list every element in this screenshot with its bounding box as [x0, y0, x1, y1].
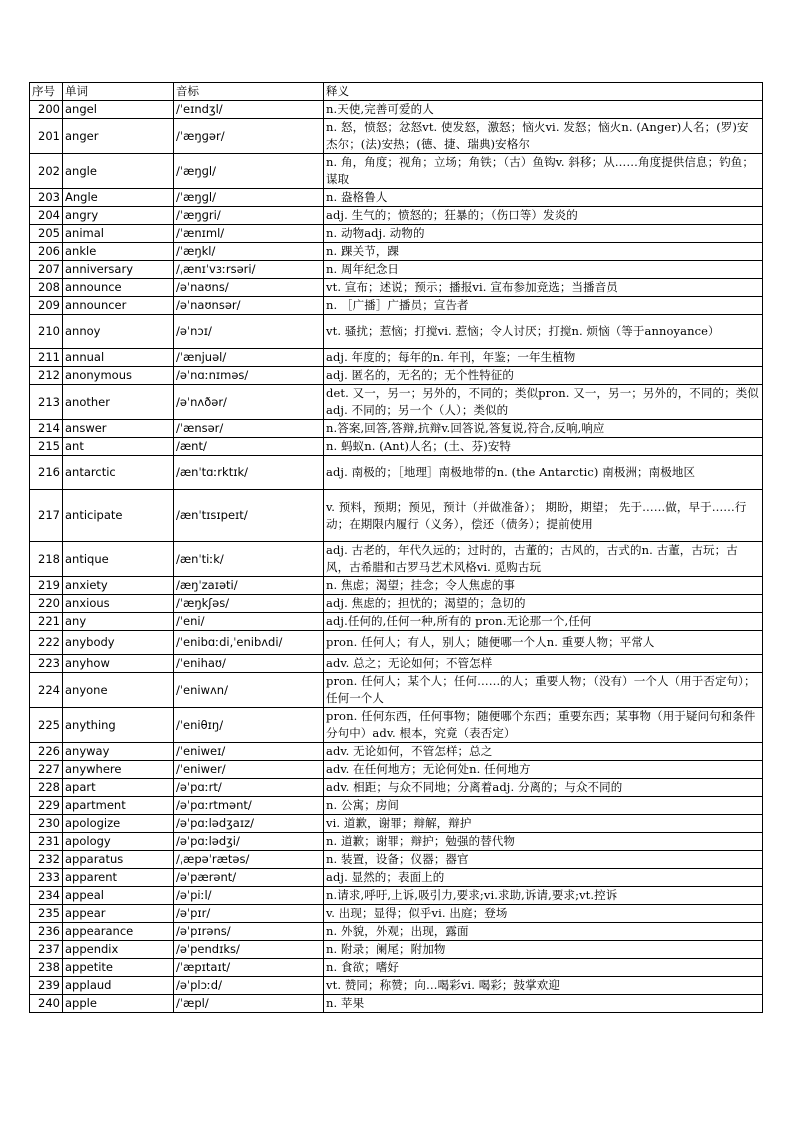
- row-word: appetite: [63, 959, 174, 977]
- table-row: [30, 708, 763, 743]
- table-row: [30, 977, 763, 995]
- row-word: ankle: [63, 243, 174, 261]
- row-definition: adv. 相距；与众不同地；分离着adj. 分离的；与众不同的: [324, 779, 763, 797]
- row-definition: n. 周年纪念日: [324, 261, 763, 279]
- row-definition: n. 食欲；嗜好: [324, 959, 763, 977]
- row-number: 235: [30, 905, 63, 923]
- row-definition: n.请求,呼吁,上诉,吸引力,要求;vi.求助,诉请,要求;vt.控诉: [324, 887, 763, 905]
- table-row: [30, 456, 763, 490]
- table-row: [30, 833, 763, 851]
- row-definition: n.天使,完善可爱的人: [324, 101, 763, 119]
- row-word: anticipate: [63, 490, 174, 542]
- row-number: 238: [30, 959, 63, 977]
- row-phonetic: /ˈæŋɡri/: [174, 207, 324, 225]
- row-word: annoy: [63, 315, 174, 349]
- row-definition: n. 蚂蚁n. (Ant)人名；(土、芬)安特: [324, 438, 763, 456]
- row-number: 240: [30, 995, 63, 1013]
- table-row: [30, 367, 763, 385]
- row-word: anxiety: [63, 577, 174, 595]
- row-definition: n. 动物adj. 动物的: [324, 225, 763, 243]
- table-row: [30, 673, 763, 708]
- row-definition: vt. 宣布；述说；预示；播报vi. 宣布参加竞选；当播音员: [324, 279, 763, 297]
- row-number: 206: [30, 243, 63, 261]
- row-definition: n. 道歉；谢罪；辩护；勉强的替代物: [324, 833, 763, 851]
- row-word: any: [63, 613, 174, 631]
- row-definition: adj. 焦虑的；担忧的；渴望的；急切的: [324, 595, 763, 613]
- table-row: [30, 887, 763, 905]
- row-definition: n. 装置，设备；仪器；器官: [324, 851, 763, 869]
- row-definition: adj. 生气的；愤怒的；狂暴的；（伤口等）发炎的: [324, 207, 763, 225]
- row-definition: n. 怒，愤怒；忿怒vt. 使发怒，激怒；恼火vi. 发怒；恼火n. (Anger)人名；(罗)安杰尔；(法)安热；(德、捷、瑞典)安格尔: [324, 119, 763, 154]
- table-row: [30, 154, 763, 189]
- row-definition: n. 外貌，外观；出现，露面: [324, 923, 763, 941]
- row-definition: pron. 任何人；有人，别人；随便哪一个人n. 重要人物；平常人: [324, 631, 763, 655]
- table-row: [30, 189, 763, 207]
- row-phonetic: /əˈnaʊns/: [174, 279, 324, 297]
- row-phonetic: /æŋˈzaɪəti/: [174, 577, 324, 595]
- row-phonetic: /ˈænjuəl/: [174, 349, 324, 367]
- row-number: 226: [30, 743, 63, 761]
- row-number: 208: [30, 279, 63, 297]
- table-row: [30, 779, 763, 797]
- row-number: 219: [30, 577, 63, 595]
- row-word: apology: [63, 833, 174, 851]
- row-phonetic: /ˈeɪndʒl/: [174, 101, 324, 119]
- row-definition: adv. 在任何地方；无论何处n. 任何地方: [324, 761, 763, 779]
- row-number: 202: [30, 154, 63, 189]
- row-word: anonymous: [63, 367, 174, 385]
- row-number: 215: [30, 438, 63, 456]
- row-definition: det. 又一，另一；另外的，不同的；类似pron. 又一，另一；另外的，不同的；类似adj. 不同的；另一个（人）；类似的: [324, 385, 763, 420]
- row-word: announcer: [63, 297, 174, 315]
- table-row: [30, 279, 763, 297]
- vocabulary-table-body: [30, 83, 763, 1013]
- row-word: apologize: [63, 815, 174, 833]
- table-row: [30, 613, 763, 631]
- row-number: 200: [30, 101, 63, 119]
- row-number: 205: [30, 225, 63, 243]
- row-phonetic: /əˈpɑːlədʒaɪz/: [174, 815, 324, 833]
- row-definition: adj. 匿名的，无名的；无个性特征的: [324, 367, 763, 385]
- row-phonetic: /ˈeniθɪŋ/: [174, 708, 324, 743]
- table-row: [30, 225, 763, 243]
- row-number: 227: [30, 761, 63, 779]
- table-row: [30, 349, 763, 367]
- table-row: [30, 297, 763, 315]
- row-word: anything: [63, 708, 174, 743]
- table-row: [30, 905, 763, 923]
- row-phonetic: /ˈæŋɡl/: [174, 154, 324, 189]
- row-definition: v. 出现；显得；似乎vi. 出庭；登场: [324, 905, 763, 923]
- row-word: angry: [63, 207, 174, 225]
- row-number: 228: [30, 779, 63, 797]
- row-number: 204: [30, 207, 63, 225]
- table-row: [30, 797, 763, 815]
- table-row: [30, 655, 763, 673]
- row-word: animal: [63, 225, 174, 243]
- row-number: 232: [30, 851, 63, 869]
- row-phonetic: /ˈæŋɡl/: [174, 189, 324, 207]
- row-definition: n.答案,回答,答辩,抗辩v.回答说,答复说,符合,反响,响应: [324, 420, 763, 438]
- table-row: [30, 119, 763, 154]
- row-definition: n. 角，角度；视角；立场；角铁；（古）鱼钩v. 斜移；从……角度提供信息；钓鱼；谋取: [324, 154, 763, 189]
- table-row: [30, 577, 763, 595]
- row-number: 213: [30, 385, 63, 420]
- row-phonetic: /əˈpɪrəns/: [174, 923, 324, 941]
- row-word: appear: [63, 905, 174, 923]
- row-definition: adv. 无论如何，不管怎样；总之: [324, 743, 763, 761]
- row-number: 203: [30, 189, 63, 207]
- row-number: 222: [30, 631, 63, 655]
- row-phonetic: /ˈæŋkl/: [174, 243, 324, 261]
- table-row: [30, 542, 763, 577]
- table-row: [30, 207, 763, 225]
- row-phonetic: /əˈplɔːd/: [174, 977, 324, 995]
- row-word: apart: [63, 779, 174, 797]
- row-number: 214: [30, 420, 63, 438]
- table-row: [30, 815, 763, 833]
- row-word: announce: [63, 279, 174, 297]
- row-phonetic: /ænˈtɪsɪpeɪt/: [174, 490, 324, 542]
- row-definition: v. 预料，预期；预见，预计（并做准备）； 期盼，期望； 先于……做，早于……行动；在期限内履行（义务），偿还（债务）；提前使用: [324, 490, 763, 542]
- row-phonetic: /ˌænɪˈvɜːrsəri/: [174, 261, 324, 279]
- row-phonetic: /əˈpɑːrt/: [174, 779, 324, 797]
- row-definition: vt. 赞同；称赞；向…喝彩vi. 喝彩；鼓掌欢迎: [324, 977, 763, 995]
- table-row: [30, 923, 763, 941]
- row-word: anxious: [63, 595, 174, 613]
- row-number: 218: [30, 542, 63, 577]
- row-word: ant: [63, 438, 174, 456]
- row-phonetic: /ˈæŋɡər/: [174, 119, 324, 154]
- row-number: 233: [30, 869, 63, 887]
- header-phonetic: 音标: [174, 83, 324, 101]
- row-phonetic: /ænt/: [174, 438, 324, 456]
- row-phonetic: /ˈeniwʌn/: [174, 673, 324, 708]
- row-number: 217: [30, 490, 63, 542]
- row-word: answer: [63, 420, 174, 438]
- row-word: applaud: [63, 977, 174, 995]
- row-phonetic: /ˈeni/: [174, 613, 324, 631]
- row-phonetic: /ˈæpl/: [174, 995, 324, 1013]
- row-definition: n. 焦虑；渴望；挂念；令人焦虑的事: [324, 577, 763, 595]
- row-word: annual: [63, 349, 174, 367]
- row-phonetic: /əˈnɔɪ/: [174, 315, 324, 349]
- row-phonetic: /ˈænsər/: [174, 420, 324, 438]
- row-number: 210: [30, 315, 63, 349]
- row-number: 207: [30, 261, 63, 279]
- row-word: anniversary: [63, 261, 174, 279]
- row-word: Angle: [63, 189, 174, 207]
- row-number: 201: [30, 119, 63, 154]
- row-phonetic: /ˈeniwer/: [174, 761, 324, 779]
- row-number: 211: [30, 349, 63, 367]
- row-phonetic: /əˈpɪr/: [174, 905, 324, 923]
- table-row: [30, 385, 763, 420]
- table-header-row: [30, 83, 763, 101]
- row-definition: adj. 显然的；表面上的: [324, 869, 763, 887]
- row-word: appeal: [63, 887, 174, 905]
- row-number: 225: [30, 708, 63, 743]
- row-phonetic: /ˈæpɪtaɪt/: [174, 959, 324, 977]
- table-row: [30, 438, 763, 456]
- row-word: angel: [63, 101, 174, 119]
- row-definition: n. 公寓；房间: [324, 797, 763, 815]
- row-phonetic: /ˈæŋkʃəs/: [174, 595, 324, 613]
- row-word: appearance: [63, 923, 174, 941]
- row-phonetic: /ˈenibɑːdi,ˈenibʌdi/: [174, 631, 324, 655]
- row-phonetic: /ˈænɪml/: [174, 225, 324, 243]
- row-definition: adv. 总之；无论如何；不管怎样: [324, 655, 763, 673]
- row-number: 237: [30, 941, 63, 959]
- row-number: 224: [30, 673, 63, 708]
- table-row: [30, 851, 763, 869]
- row-phonetic: /əˈpɑːrtmənt/: [174, 797, 324, 815]
- table-row: [30, 315, 763, 349]
- row-phonetic: /əˈpærənt/: [174, 869, 324, 887]
- row-definition: n. 盎格鲁人: [324, 189, 763, 207]
- row-word: antarctic: [63, 456, 174, 490]
- row-number: 221: [30, 613, 63, 631]
- row-word: anger: [63, 119, 174, 154]
- table-row: [30, 959, 763, 977]
- row-word: anybody: [63, 631, 174, 655]
- row-number: 239: [30, 977, 63, 995]
- header-definition: 释义: [324, 83, 763, 101]
- row-phonetic: /əˈpendɪks/: [174, 941, 324, 959]
- row-word: appendix: [63, 941, 174, 959]
- row-phonetic: /əˈnʌðər/: [174, 385, 324, 420]
- row-definition: n. 附录；阑尾；附加物: [324, 941, 763, 959]
- header-word: 单词: [63, 83, 174, 101]
- vocabulary-table: [29, 82, 763, 1013]
- table-row: [30, 101, 763, 119]
- table-row: [30, 420, 763, 438]
- table-row: [30, 490, 763, 542]
- row-definition: n. ［广播］广播员；宣告者: [324, 297, 763, 315]
- row-definition: vi. 道歉，谢罪；辩解，辩护: [324, 815, 763, 833]
- row-phonetic: /ænˈtiːk/: [174, 542, 324, 577]
- row-phonetic: /ænˈtɑːrktɪk/: [174, 456, 324, 490]
- row-number: 216: [30, 456, 63, 490]
- table-row: [30, 261, 763, 279]
- table-row: [30, 869, 763, 887]
- row-number: 230: [30, 815, 63, 833]
- row-word: anyhow: [63, 655, 174, 673]
- table-row: [30, 595, 763, 613]
- header-number: 序号: [30, 83, 63, 101]
- row-number: 231: [30, 833, 63, 851]
- table-row: [30, 743, 763, 761]
- row-phonetic: /əˈpiːl/: [174, 887, 324, 905]
- row-definition: adj. 年度的；每年的n. 年刊，年鉴；一年生植物: [324, 349, 763, 367]
- row-definition: vt. 骚扰；惹恼；打搅vi. 惹恼；令人讨厌；打搅n. 烦恼（等于annoyance）: [324, 315, 763, 349]
- row-definition: n. 苹果: [324, 995, 763, 1013]
- row-number: 212: [30, 367, 63, 385]
- row-phonetic: /ˈenihaʊ/: [174, 655, 324, 673]
- table-row: [30, 941, 763, 959]
- row-definition: pron. 任何人；某个人；任何……的人；重要人物；（没有）一个人（用于否定句）；任何一个人: [324, 673, 763, 708]
- row-number: 236: [30, 923, 63, 941]
- row-definition: n. 踝关节，踝: [324, 243, 763, 261]
- row-word: anywhere: [63, 761, 174, 779]
- row-definition: adj. 南极的；［地理］南极地带的n. (the Antarctic) 南极洲；南极地区: [324, 456, 763, 490]
- row-definition: adj. 古老的，年代久远的；过时的，古董的；古风的，古式的n. 古董，古玩；古风，古希腊和古罗马艺术风格vi. 觅购古玩: [324, 542, 763, 577]
- row-number: 234: [30, 887, 63, 905]
- row-word: apparatus: [63, 851, 174, 869]
- row-word: anyone: [63, 673, 174, 708]
- row-phonetic: /ˈeniweɪ/: [174, 743, 324, 761]
- row-definition: adj.任何的,任何一种,所有的 pron.无论那一个,任何: [324, 613, 763, 631]
- row-number: 229: [30, 797, 63, 815]
- row-number: 223: [30, 655, 63, 673]
- table-row: [30, 631, 763, 655]
- row-word: anyway: [63, 743, 174, 761]
- row-word: angle: [63, 154, 174, 189]
- table-row: [30, 995, 763, 1013]
- row-word: apple: [63, 995, 174, 1013]
- row-phonetic: /əˈnaʊnsər/: [174, 297, 324, 315]
- row-word: apartment: [63, 797, 174, 815]
- row-phonetic: /əˈnɑːnɪməs/: [174, 367, 324, 385]
- row-definition: pron. 任何东西，任何事物；随便哪个东西；重要东西；某事物（用于疑问句和条件分句中）adv. 根本，究竟（表否定）: [324, 708, 763, 743]
- row-phonetic: /ˌæpəˈrætəs/: [174, 851, 324, 869]
- row-phonetic: /əˈpɑːlədʒi/: [174, 833, 324, 851]
- row-word: apparent: [63, 869, 174, 887]
- row-word: another: [63, 385, 174, 420]
- row-word: antique: [63, 542, 174, 577]
- row-number: 209: [30, 297, 63, 315]
- table-row: [30, 243, 763, 261]
- row-number: 220: [30, 595, 63, 613]
- table-row: [30, 761, 763, 779]
